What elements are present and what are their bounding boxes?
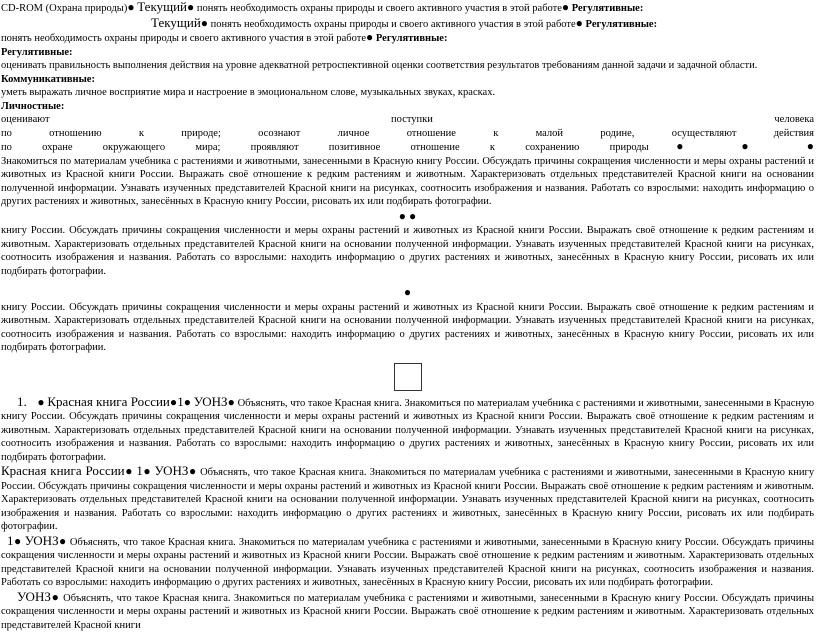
list-item-4 [1,590,814,632]
lesson-type: УОНЗ [194,394,228,409]
cd-rom-label: CD-ROM (Охрана природы) [1,3,127,14]
empty-checkbox-icon [394,363,422,391]
item-number: 1. [1,394,27,409]
bullet-separator [1,210,814,225]
header-line-1 [1,0,814,16]
red-book-title: Красная книга России [1,463,125,478]
regulative-label: Регулятивные: [376,33,448,44]
goal-text: понять необходимость охраны природы и своего активного участия в этой работе [211,19,576,30]
header-line-2 [1,16,814,32]
bullet-icon: ● [576,16,583,30]
bullet-icon: ● [14,534,22,548]
item-text: Объяснять, что такое Красная книга. Знакомиться по материалам учебника с растениями и животными, занесенными в Красную книгу России. Обсуждать причины сокращения численности и меры охраны растений и животных из Красной книги России. Выражать своё отношение к редким растениям и животным. Характеризовать отдельных представителей Красной книги на основании полученной информации. Узнавать изученных представителей Красной книги на рисунках, соотносить изображения и названия. Работать со взрослыми: находить информацию о других растениях и животных, занесённых в Красную книгу России, рисовать их или подбирать фотографии. [1,537,814,589]
item-text: Объяснять, что такое Красная книга. Знакомиться по материалам учебника с растениями и животными, занесенными в Красную книгу России. Обсуждать причины сокращения численности и меры охраны растений и животных из Красной книги России. Выражать своё отношение к редким растениям и животным. Характеризовать отдельных представителей Красной книги на основании полученной информации. Узнавать изученных представителей Красной книги на рисунках, соотносить изображения и названия. Работать со взрослыми: находить информацию о других растениях и животных, занесённых в Красную книгу России, рисовать их или подбирать фотографии. [1,398,814,463]
communicative-heading: Коммуникативные: [1,73,814,87]
personal-line-1: оценивают поступки человека [1,113,814,127]
regulative-text: оценивать правильность выполнения действия на уровне адекватной ретроспективной оценки соответствия результатов требованиям данной задачи и задачной области. [1,59,814,73]
goal-text: понять необходимость охраны природы и своего активного участия в этой работе [197,3,562,14]
lesson-type: УОНЗ [25,533,59,548]
bullet-icon: ● [125,464,133,478]
current-label: Текущий [137,0,187,14]
bullet-icon: ● [184,395,191,409]
bullet-icon: ● [143,464,151,478]
bullet-icon: ● [127,0,134,14]
bullet-icon: ● [228,395,235,409]
lesson-type: УОНЗ [1,589,51,604]
regulative-label: Регулятивные: [586,19,658,30]
item-text: Объяснять, что такое Красная книга. Знакомиться по материалам учебника с растениями и животными, занесенными в Красную книгу России. Обсуждать причины сокращения численности и меры охраны растений и животных из Красной книги России. Выражать своё отношение к редким растениям и животным. Характеризовать отдельных представителей Красной книги [1,593,814,631]
personal-heading: Личностные: [1,100,814,114]
personal-line-3-text: по охране окружающего мира; проявляют позитивное отношение к сохранению природы [1,142,649,153]
bullet-icon: ● [649,139,711,153]
red-book-title: Красная книга России [47,394,170,409]
lesson-type: УОНЗ [155,463,189,478]
bullet-icon: ● [187,0,194,14]
double-bullet-icon: ● ● [399,209,417,223]
list-item-1 [1,395,814,465]
lesson-count: 1 [136,463,143,478]
list-item-3 [1,534,814,590]
goal-text: понять необходимость охраны природы и своего активного участия в этой работе [1,33,366,44]
lesson-count: 1 [177,394,184,409]
bullet-icon: ● [170,395,177,409]
bullet-separator [1,286,814,301]
paragraph-3: книгу России. Обсуждать причины сокращения численности и меры охраны растений и животных из Красной книги России. Выражать своё отношение к редким растениям и животным. Характеризовать отдельных представителей Красной книги на основании полученной информации. Узнавать изученных представителей Красной книги на рисунках, соотносить изображения и названия. Работать со взрослыми: находить информацию о других растениях и животных, занесённых в Красную книгу России, рисовать их или подбирать фотографии. [1,301,814,355]
document-page [1,0,814,632]
bullet-icon: ● [404,285,411,299]
regulative-heading: Регулятивные: [1,46,814,60]
paragraph-1: Знакомиться по материалам учебника с растениями и животными, занесенными в Красную книгу России. Обсуждать причины сокращения численности и меры охраны растений и животных из Красной книги России. Выражать своё отношение к редким растениям и животным. Характеризовать отдельных представителей Красной книги на основании полученной информации. Узнавать изученных представителей Красной книги на рисунках, соотносить изображения и названия. Работать со взрослыми: находить информацию о других растениях и животных, занесённых в Красную книгу России, рисовать их или подбирать фотографии. [1,155,814,209]
bullet-icon: ● [51,590,60,604]
bullet-icon: ● [366,30,373,44]
personal-line-3 [1,140,814,155]
bullet-icon: ● [188,464,196,478]
item-text: Объяснять, что такое Красная книга. Знакомиться по материалам учебника с растениями и животными, занесенными в Красную книгу России. Обсуждать причины сокращения численности и меры охраны растений и животных из Красной книги России. Выражать своё отношение к редким растениям и животным. Характеризовать отдельных представителей Красной книги на основании полученной информации. Узнавать изученных представителей Красной книги на рисунках, соотносить изображения и названия. Работать со взрослыми: находить информацию о других растениях и животных, занесённых в Красную книгу России, рисовать их или подбирать фотографии. [1,467,814,532]
bullet-icon: ● [59,534,67,548]
bullet-icon: ● [37,395,44,409]
regulative-label: Регулятивные: [572,3,644,14]
bullet-icon: ● [201,16,208,30]
double-bullet-icon: ● ● [741,139,814,153]
header-line-3 [1,31,814,46]
lesson-count: 1 [1,533,14,548]
personal-line-2: по отношению к природе; осознают личное отношение к малой родине, осуществляют действия [1,127,814,141]
communicative-text: уметь выражать личное восприятие мира и настроение в эмоциональном слове, музыкальных звуках, красках. [1,86,814,100]
list-item-2 [1,464,814,534]
bullet-icon: ● [562,0,569,14]
paragraph-2: книгу России. Обсуждать причины сокращения численности и меры охраны растений и животных из Красной книги России. Выражать своё отношение к редким растениям и животным. Характеризовать отдельных представителей Красной книги на основании полученной информации. Узнавать изученных представителей Красной книги на рисунках, соотносить изображения и названия. Работать со взрослыми: находить информацию о других растениях и животных, занесённых в Красную книгу России, рисовать их или подбирать фотографии. [1,224,814,278]
current-label: Текущий [151,15,201,30]
